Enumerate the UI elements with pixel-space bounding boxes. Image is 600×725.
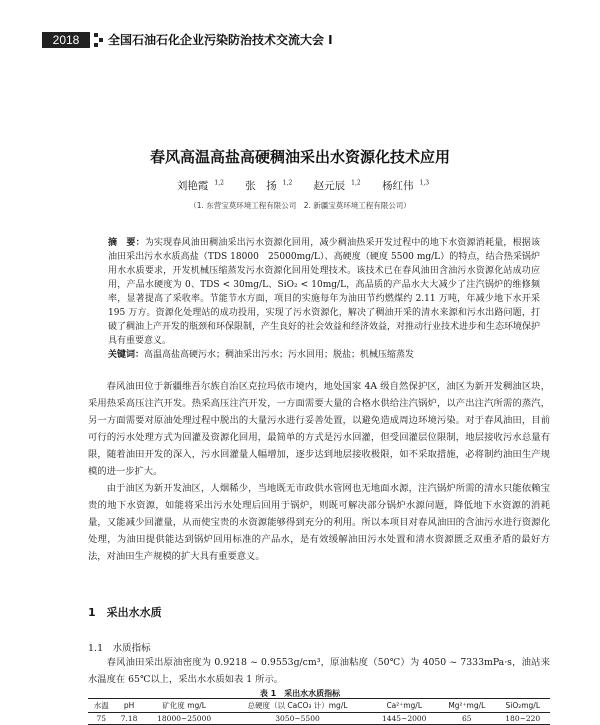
table-cell: 75 [88, 713, 115, 725]
table-row [88, 713, 550, 725]
abstract-text: 为实现春风油田稠油采出污水资源化回用，减少稠油热采开发过程中的地下水资源消耗量，根据该油田采出污水水质高盐（TDS 18000 25000mg/L）、高硬度（硬度 5500 mg/L）的特点，结合热采锅炉用水水质要求，开发机械压缩蒸发污水资源化回用处理技术。该技术已在春风油田含油污水资源化站成功应用，产品水硬度为 0、TDS < 30mg/L、SiO₂ < 10mg/L，高品质的产品水大大减少了注汽锅炉的维修频率，显著提高了采收率。节能节水方面，项目的实施每年为油田节约燃煤约 2.11 万吨，年减少地下水开采 195 万方。资源化处理站的成功投用，实现了污水资源化，解决了稠油开采的清水来源和污水出路问题，打破了稠油上产开发的瓶颈和环保限制，产生良好的社会效益和经济效益，对推动行业技术进步和生态环境保护具有重要意义。 [108, 238, 541, 346]
table-cell: 65 [438, 713, 495, 725]
table-cell: 18000~25000 [144, 713, 225, 725]
affiliation: （1. 东营宝莫环境工程有限公司 2. 新疆宝莫环境工程有限公司） [189, 201, 411, 210]
keywords-label: 关键词： [108, 350, 145, 360]
author: 赵元辰 $^{1,2}$ [313, 179, 361, 192]
table-header-cell: SiO₂mg/L [495, 699, 550, 713]
body-paragraph-2: 由于油区为新开发油区，人烟稀少，当地既无市政供水管网也无地面水源，注汽锅炉所需的清水只能依赖宝贵的地下水资源，如能将采出污水处理后回用于锅炉，则既可解决部分锅炉水源问题，降低地下水资源的消耗量，又能减少回灌量，从而使宝贵的水资源能够得到充分的利用。所以本项目对春风油田的含油污水进行资源化处理，为油田提供能达到锅炉回用标准的产品水，是有效缓解油田污水处置和清水资源匮乏双重矛盾的最好方法，对油田生产规模的扩大具有重要意义。 [88, 483, 550, 562]
header-logo-icon [94, 33, 104, 47]
conference-header [0, 32, 600, 52]
header-year: 2018 [42, 32, 90, 48]
paper-title: 春风高温高盐高硬稠油采出水资源化技术应用 [149, 148, 450, 166]
table-cell: 180~220 [495, 713, 550, 725]
table-header-row [88, 699, 550, 713]
conference-title: 全国石油石化企业污染防治技术交流大会 I [108, 33, 333, 47]
table-cell: 3050~5500 [225, 713, 371, 725]
table-header-cell: 水温 [88, 699, 115, 713]
subsection-heading: 1.1 水质指标 [88, 643, 151, 654]
body-paragraph-1: 春风油田位于新疆维吾尔族自治区克拉玛依市境内，地处国家 4A 级自然保护区，油区为新开发稠油区块，采用热采高压注汽开发。热采高压注汽开发，一方面需要大量的合格水供给注汽锅炉，以产出注汽所需的蒸汽，另一方面需要对原油处理过程中脱出的大量污水进行妥善处置，以避免造成周边环境污染。对于春风油田，目前可行的污水处理方式为回灌及资源化回用，最简单的方式是污水回灌，但受回灌层位限制，地层接收污水总量有限，随着油田开发的深入，污水回灌量人幅增加，逐步达到地层接收极限，如不采取措施，必将制约油田生产规模的进一步扩大。 [88, 381, 550, 477]
table-cell: 1445~2000 [370, 713, 438, 725]
author-list [0, 178, 600, 193]
abstract [108, 236, 540, 348]
table-header-cell: Mg²⁺mg/L [438, 699, 495, 713]
author: 杨红伟 $^{1,3}$ [382, 179, 430, 192]
water-quality-table [88, 698, 550, 725]
table-header-cell: pH [115, 699, 144, 713]
section-heading: 1 采出水水质 [88, 606, 162, 619]
keywords-text: 高温高盐高硬污水；稠油采出污水；污水回用；脱盐；机械压缩蒸发 [144, 350, 415, 360]
body-paragraph-3: 春风油田采出原油密度为 0.9218 ~ 0.9553g/cm³，原油粘度（50℃）为 4050 ~ 7333mPa·s，油站来水温度在 65℃以上，采出水水质如表 1 所示。 [88, 657, 550, 685]
table-cell: 7.18 [115, 713, 144, 725]
table-header-cell: 总硬度（以 CaCO₃ 计）mg/L [225, 699, 371, 713]
table-header-cell: Ca²⁺mg/L [370, 699, 438, 713]
table-caption: 表 1 采出水水质指标 [259, 689, 341, 698]
table-header-cell: 矿化度 mg/L [144, 699, 225, 713]
author: 张 扬 $^{1,2}$ [245, 179, 293, 192]
keywords [108, 348, 540, 362]
author: 刘艳霞 $^{1,2}$ [176, 179, 224, 192]
abstract-label: 摘 要： [108, 238, 145, 248]
